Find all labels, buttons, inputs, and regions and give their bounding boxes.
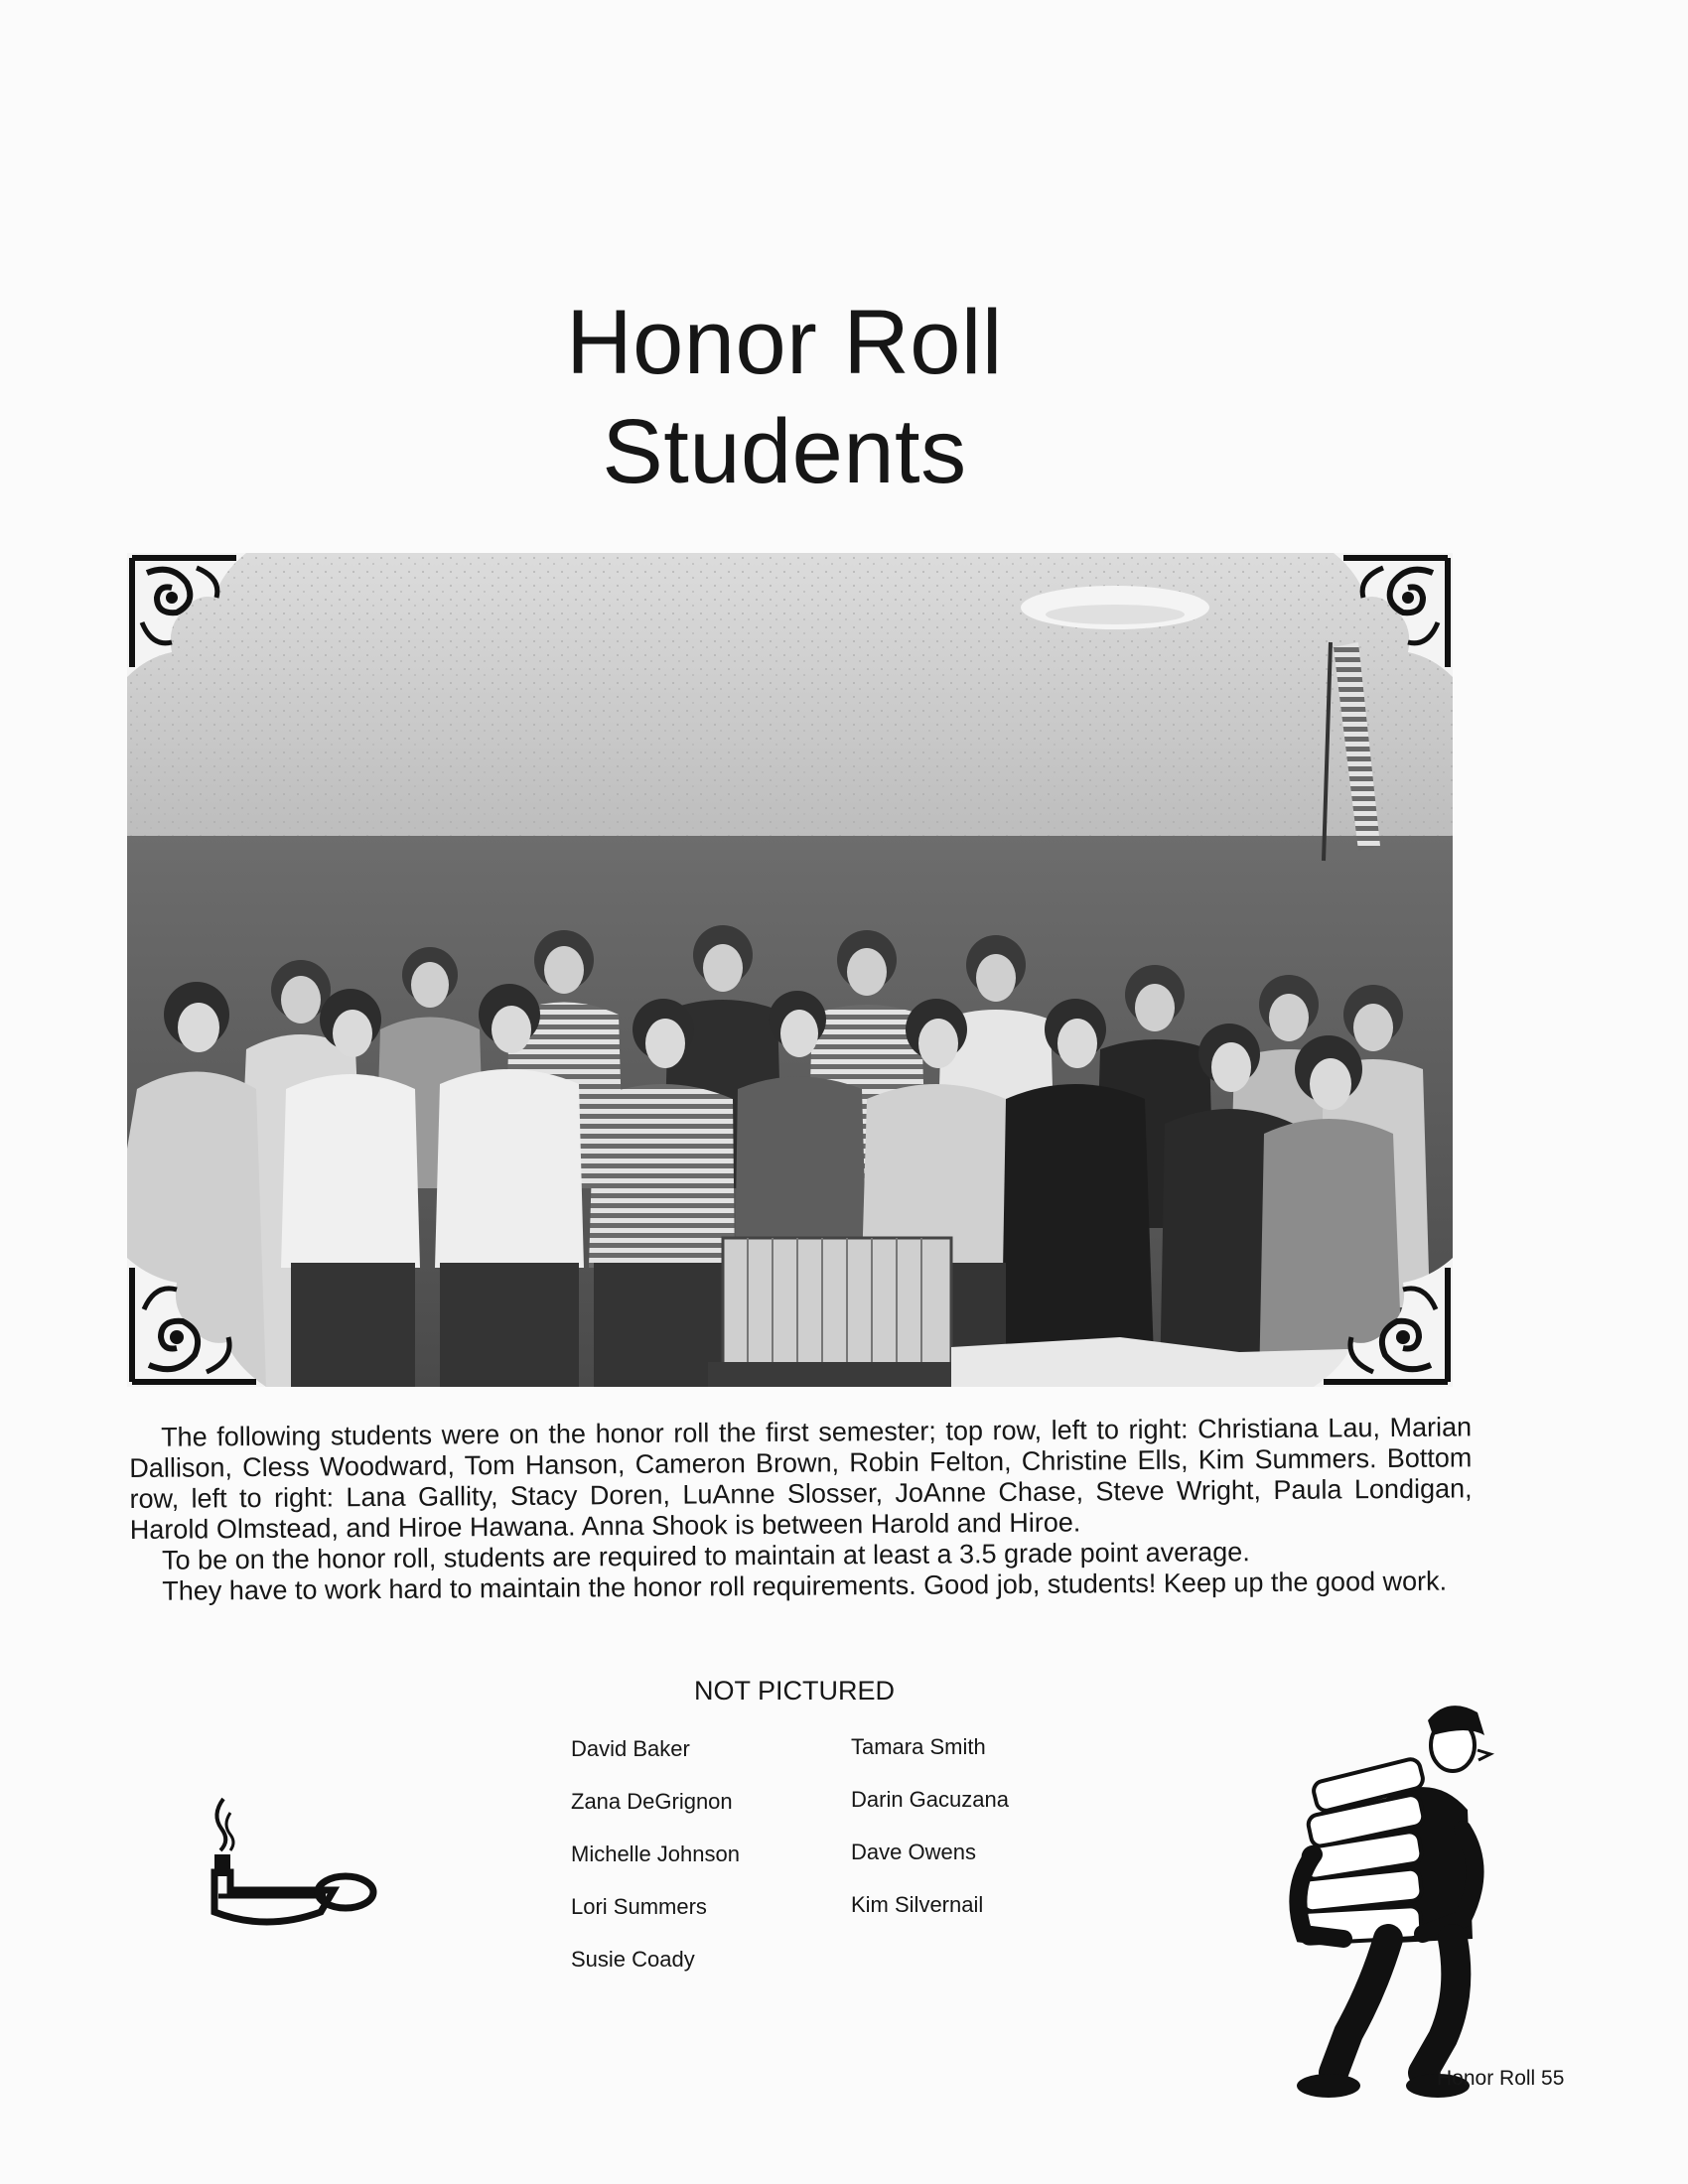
ornamental-corner-icon: [127, 553, 246, 677]
list-item: Dave Owens: [851, 1840, 976, 1864]
list-item: Susie Coady: [571, 1947, 695, 1972]
photo-caption: [129, 1412, 1473, 1607]
list-item: Zana DeGrignon: [571, 1789, 733, 1814]
caption-paragraph: They have to work hard to maintain the honor roll requirements. Good job, students! Keep up the good work.: [162, 1566, 1448, 1606]
list-item: Tamara Smith: [851, 1734, 986, 1759]
man-carrying-books-icon: [1274, 1691, 1507, 2103]
list-item: David Baker: [571, 1736, 690, 1761]
group-photo: [127, 553, 1453, 1387]
title-line-1: Honor Roll: [566, 292, 1003, 393]
ornamental-corner-icon: [1314, 1258, 1453, 1387]
list-item: Kim Silvernail: [851, 1892, 984, 1917]
list-item: Darin Gacuzana: [851, 1787, 1009, 1812]
group-photo-illustration: [127, 553, 1453, 1387]
list-item: Lori Summers: [571, 1894, 707, 1919]
list-item: Michelle Johnson: [571, 1842, 740, 1866]
caption-paragraph: The following students were on the honor roll the first semester; top row, left to right: Christiana Lau, Marian Dallison, Cless Woodward, Tom Hanson, Cameron Brown, Robin Felton, Christine Ells, Kim Summers. Bottom row, left to right: Lana Gallity, Stacy Doren, LuAnne Slosser, JoAnne Chase, Steve Wright, Paula Londigan, Harold Olmstead, and Hiroe Hawana. Anna Shook is between Harold and Hiroe.: [129, 1412, 1473, 1545]
not-pictured-heading: NOT PICTURED: [693, 1676, 895, 1706]
oil-lamp-icon: [207, 1795, 380, 1939]
ornamental-corner-icon: [1334, 553, 1453, 677]
not-pictured-right-list: [851, 1732, 1009, 1943]
ornamental-corner-icon: [127, 1258, 266, 1387]
page-footer: Honor Roll 55: [1437, 2067, 1565, 2090]
title-line-2: Students: [602, 401, 967, 502]
not-pictured-left-list: [571, 1734, 740, 1997]
caption-paragraph: To be on the honor roll, students are required to maintain at least a 3.5 grade point average.: [161, 1537, 1250, 1575]
page-title: [0, 288, 1569, 506]
